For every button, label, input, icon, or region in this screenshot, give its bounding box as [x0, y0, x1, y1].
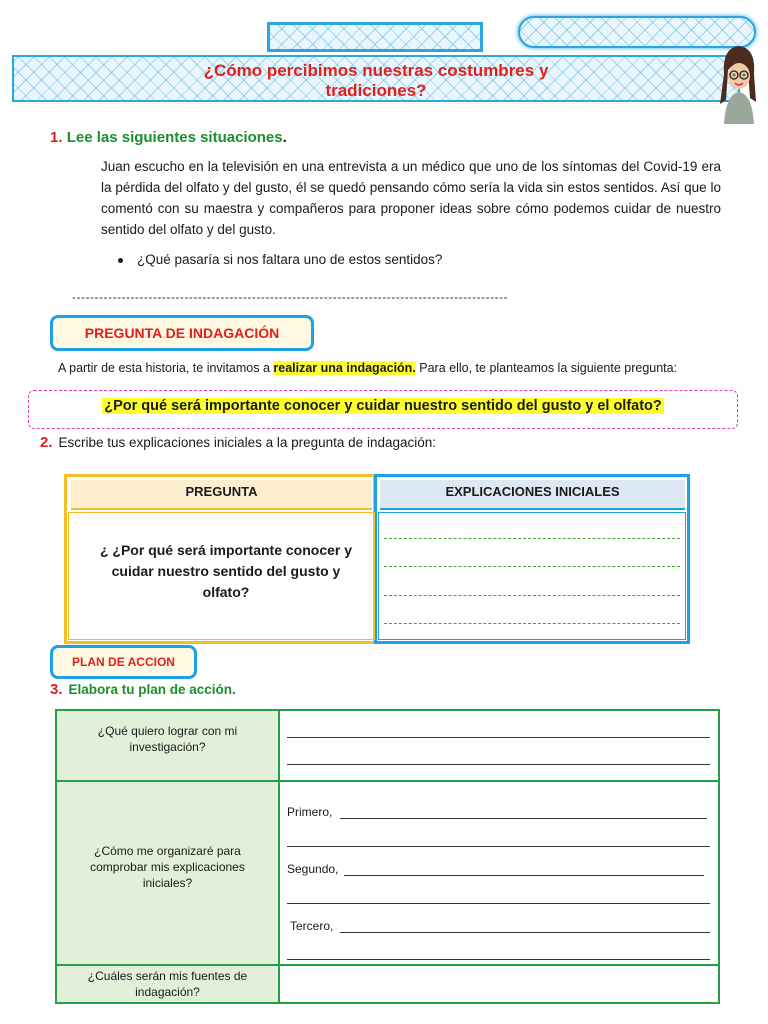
section2-heading: 2. Escribe tus explicaciones iniciales a la pregunta de indagación: [40, 434, 436, 451]
step-first-line[interactable] [340, 818, 707, 819]
section3-heading: 3. Elabora tu plan de acción. [50, 681, 236, 698]
step-first-label: Primero, [287, 805, 333, 819]
table1-header-explanations: EXPLICACIONES INICIALES [380, 480, 685, 510]
plan-table-divider [278, 711, 280, 1002]
plan-answer-line[interactable] [287, 903, 710, 904]
table1-header-question: PREGUNTA [71, 480, 372, 510]
answer-line[interactable]: ------------------------------------------------------------------------------------------------- [72, 290, 509, 304]
plan-label: PLAN DE ACCION [50, 645, 197, 679]
plan-answer-line[interactable] [287, 959, 710, 960]
plan-answer-line[interactable] [287, 737, 710, 738]
inquiry-label: PREGUNTA DE INDAGACIÓN [50, 315, 314, 351]
plan-answer-line[interactable] [287, 846, 710, 847]
step-third-label: Tercero, [290, 919, 334, 933]
plan-row3-question: ¿Cuáles serán mis fuentes de indagación? [87, 969, 248, 999]
plan-row-divider [55, 780, 720, 782]
inquiry-question-box [28, 390, 738, 429]
title-banner [12, 55, 740, 102]
step-second-line[interactable] [344, 875, 704, 876]
bullet-dot-icon [118, 258, 123, 263]
plan-row1-question: ¿Qué quiero lograr con mi investigación? [97, 724, 238, 754]
plan-row2-question: ¿Cómo me organizaré para comprobar mis explicaciones iniciales? [90, 844, 245, 890]
table1-question-text: ¿ ¿Por qué será importante conocer y cuidar nuestro sentido del gusto y olfato? [99, 542, 353, 600]
step-second-label: Segundo, [287, 862, 339, 876]
inquiry-question: ¿Por qué será importante conocer y cuidar nuestro sentido del gusto y el olfato? [104, 398, 662, 414]
explanation-line[interactable] [384, 623, 680, 624]
explanation-line[interactable] [384, 566, 680, 567]
story-paragraph: Juan escucho en la televisión en una entrevista a un médico que uno de los síntomas del Covid-19 era la pérdida del olfato y del gusto, él se quedó pensando cómo sería la vida sin estos sentidos. Así que lo comentó con su maestra y compañeros para proponer ideas sobre cómo podemos cuidar de nuestro sentido del olfato y del gusto. [101, 159, 721, 237]
explanation-line[interactable] [384, 595, 680, 596]
inquiry-intro: A partir de esta historia, te invitamos a realizar una indagación. Para ello, te planteamos la siguiente pregunta: [58, 361, 678, 375]
plan-answer-line[interactable] [287, 764, 710, 765]
header-tab-box [267, 22, 483, 52]
explanation-line[interactable] [384, 538, 680, 539]
step-third-line[interactable] [340, 932, 710, 933]
table1-explanations-cell[interactable] [378, 512, 686, 640]
teacher-avatar-icon [718, 40, 758, 124]
bullet-question: ¿Qué pasaría si nos faltara uno de estos sentidos? [118, 252, 442, 267]
section1-heading: 1. Lee las siguientes situaciones. [50, 129, 287, 146]
plan-row3-answer-cell[interactable] [280, 966, 718, 1002]
page-title: ¿Cómo percibimos nuestras costumbres y tradiciones? [203, 61, 549, 100]
